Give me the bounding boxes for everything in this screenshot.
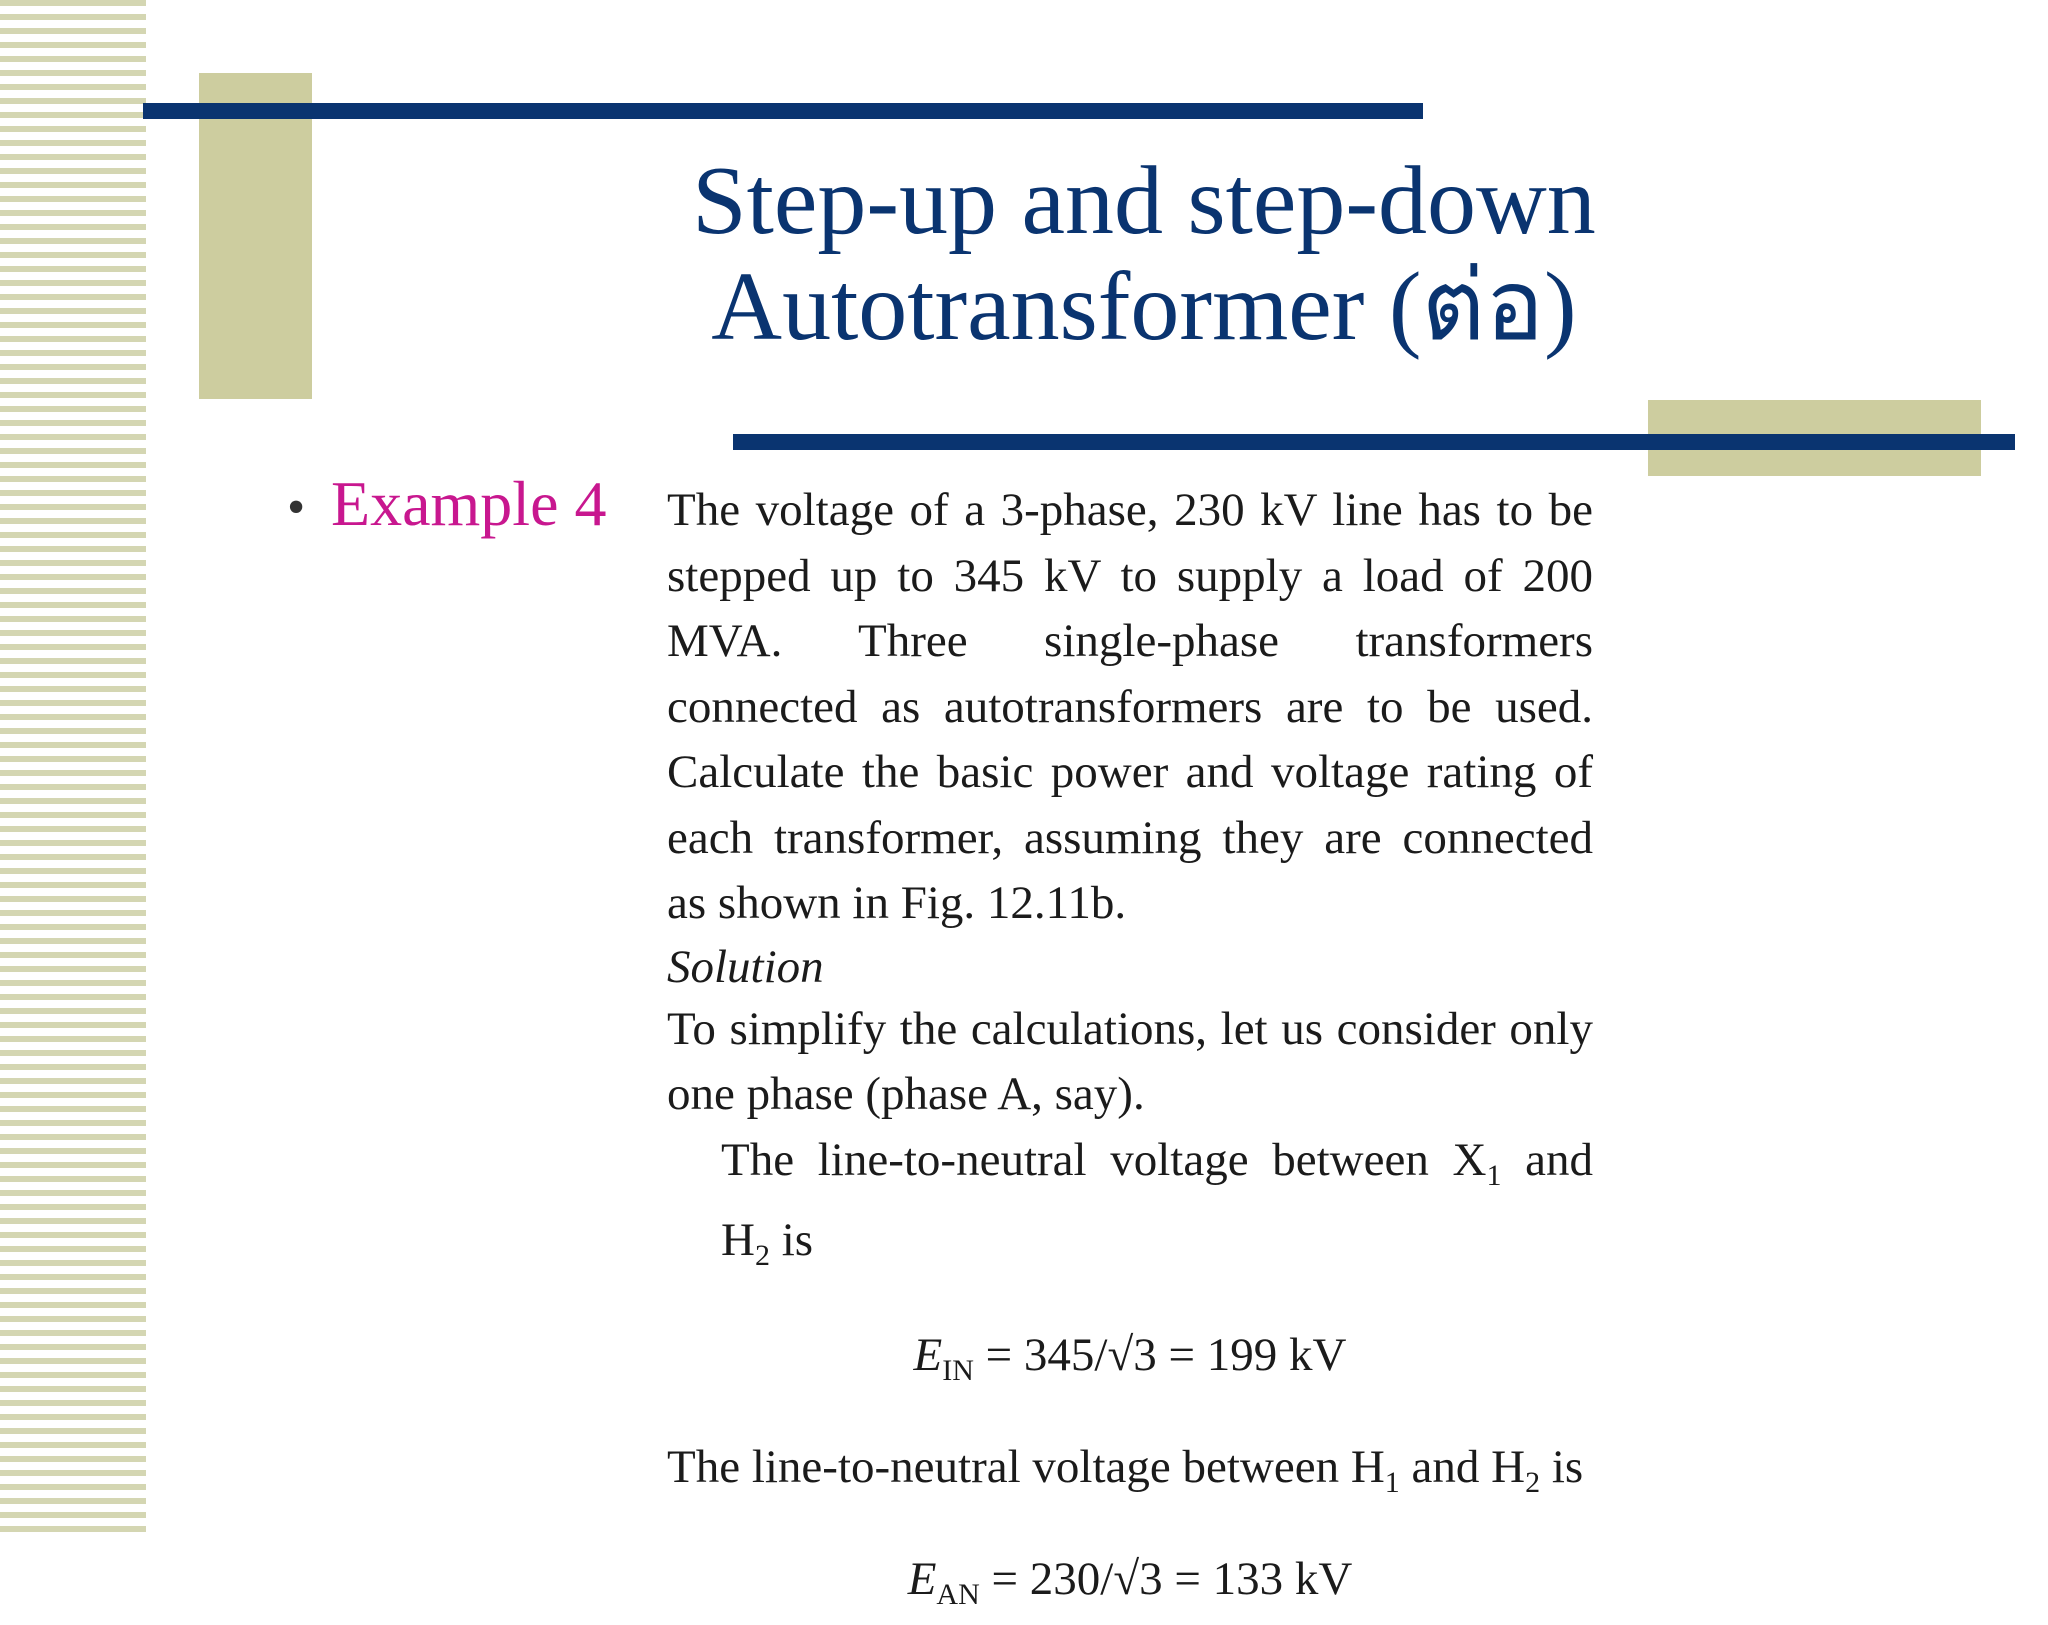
slide-title [560, 148, 1728, 360]
decorative-block-left [199, 73, 312, 399]
simplify-paragraph: To simplify the calculations, let us consider only one phase (phase A, say). [667, 1002, 1593, 1120]
voltage-sentence-2: The line-to-neutral voltage between $H_1$ and $H_2$ is [667, 1440, 1584, 1499]
equation-e-an: $E_{AN} = 230/√3 = 133$ kV [907, 1553, 1353, 1611]
bullet-item [287, 468, 606, 540]
title-line-1: Step-up and step-down [692, 147, 1596, 255]
title-rule-top [143, 103, 1423, 119]
bullet-icon: • [287, 479, 306, 536]
title-rule-bottom [733, 434, 2015, 450]
bullet-label: Example 4 [331, 468, 607, 539]
voltage-sentence-1: The line-to-neutral voltage between $X_1$ and $H_2$ is [721, 1133, 1593, 1272]
solution-heading: Solution [667, 940, 824, 993]
equation-e-in: $E_{IN} = 345/√3 = 199$ kV [913, 1328, 1347, 1387]
textbook-excerpt [667, 478, 1593, 1625]
striped-sidebar [0, 0, 146, 1536]
problem-statement: The voltage of a 3-phase, 230 kV line has to be stepped up to 345 kV to supply a load of 200 MVA. Three single-phase transformers connected as autotransformers are to be used. Calculate the basic power and voltage rating of each transformer, assuming they are connected as shown in Fig. 12.11b. [667, 484, 1593, 929]
title-line-2: Autotransformer (ต่อ) [711, 253, 1577, 361]
